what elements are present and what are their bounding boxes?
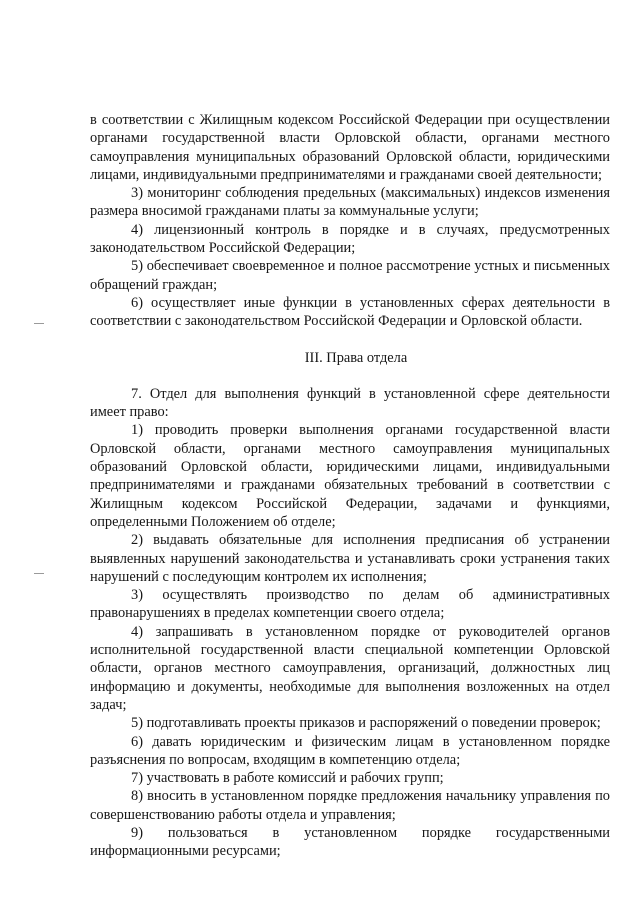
paragraph: 2) выдавать обязательные для исполнения предписания об устранении выявленных нарушений законодательства и устанавливать сроки устранения таких нарушений с последующим контролем их исполнения;: [90, 532, 610, 585]
paragraph: 6) давать юридическим и физическим лицам в установленном порядке разъяснения по вопросам, входящим в компетенцию отдела;: [90, 733, 610, 768]
document-body: [90, 111, 610, 861]
paragraph: 5) обеспечивает своевременное и полное рассмотрение устных и письменных обращений граждан;: [90, 258, 610, 293]
paragraph: 4) запрашивать в установленном порядке от руководителей органов исполнительной государственной власти специальной компетенции Орловской области, органов местного самоуправления, организаций, должностных лиц информацию и документы, необходимые для выполнения возложенных на отдел задач;: [90, 623, 610, 713]
paragraph: 8) вносить в установленном порядке предложения начальнику управления по совершенствованию работы отдела и управления;: [90, 788, 610, 823]
paragraph: 4) лицензионный контроль в порядке и в случаях, предусмотренных законодательством Российской Федерации;: [90, 221, 610, 257]
paragraph: в соответствии с Жилищным кодексом Российской Федерации при осуществлении органами государственной власти Орловской области, органами местного самоуправления муниципальных образований Орловской области, юридическими лицами, индивидуальными предпринимателями и гражданами своей деятельности;: [90, 112, 610, 183]
paragraph: 7) участвовать в работе комиссий и рабочих групп;: [131, 770, 444, 787]
paragraph: 7. Отдел для выполнения функций в установленной сфере деятельности имеет право:: [90, 385, 610, 421]
paragraph: 9) пользоваться в установленном порядке государственными информационными ресурсами;: [90, 824, 610, 860]
scan-mark: [34, 323, 44, 324]
paragraph: 3) мониторинг соблюдения предельных (максимальных) индексов изменения размера вносимой гражданами платы за коммунальные услуги;: [90, 185, 610, 220]
paragraph: 1) проводить проверки выполнения органами государственной власти Орловской области, органами местного самоуправления муниципальных образований Орловской области, юридическими лицами, индивидуальными предпринимателями и гражданами обязательных требований в соответствии с Жилищным кодексом Российской Федерации, задачами и функциями, определенными Положением об отделе;: [90, 422, 610, 530]
paragraph: 5) подготавливать проекты приказов и распоряжений о поведении проверок;: [131, 715, 601, 732]
scan-mark: [34, 573, 44, 574]
paragraph: 6) осуществляет иные функции в установленных сферах деятельности в соответствии с законодательством Российской Федерации и Орловской области.: [90, 294, 610, 330]
paragraph: 3) осуществлять производство по делам об административных правонарушениях в пределах компетенции своего отдела;: [90, 587, 610, 622]
section-heading: III. Права отдела: [304, 349, 408, 366]
